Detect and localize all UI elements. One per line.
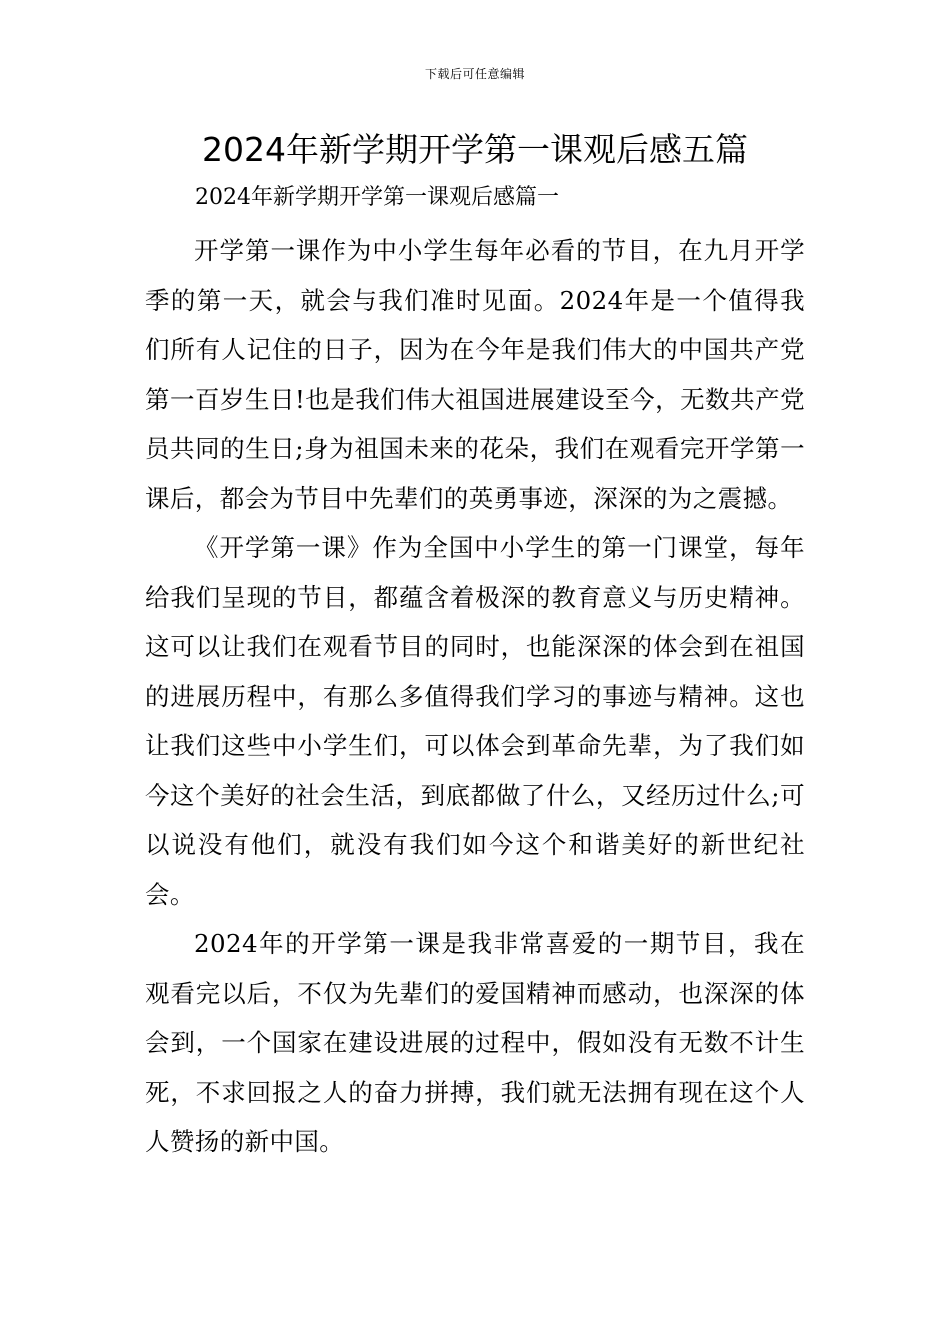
paragraph-2: 《开学第一课》作为全国中小学生的第一门课堂，每年给我们呈现的节目，都蕴含着极深的教育意义与历史精神。这可以让我们在观看节目的同时，也能深深的体会到在祖国的进展历程中，有那么多值得我们学习的事迹与精神。这也让我们这些中小学生们，可以体会到革命先辈，为了我们如今这个美好的社会生活，到底都做了什么，又经历过什么;可以说没有他们，就没有我们如今这个和谐美好的新世纪社会。	[145, 533, 805, 909]
paragraph-1: 开学第一课作为中小学生每年必看的节目，在九月开学季的第一天，就会与我们准时见面。2024年是一个值得我们所有人记住的日子，因为在今年是我们伟大的中国共产党第一百岁生日!也是我们伟大祖国进展建设至今，无数共产党员共同的生日;身为祖国未来的花朵，我们在观看完开学第一课后，都会为节目中先辈们的英勇事迹，深深的为之震撼。	[145, 236, 805, 513]
paragraph-3: 2024年的开学第一课是我非常喜爱的一期节目，我在观看完以后，不仅为先辈们的爱国精神而感动，也深深的体会到，一个国家在建设进展的过程中，假如没有无数不计生死，不求回报之人的奋力拼搏，我们就无法拥有现在这个人人赞扬的新中国。	[145, 929, 805, 1156]
section-subtitle: 2024年新学期开学第一课观后感篇一	[195, 185, 559, 210]
header-note: 下载后可任意编辑	[424, 67, 525, 81]
document-body	[145, 170, 805, 1167]
document-title: 2024年新学期开学第一课观后感五篇	[202, 130, 748, 169]
